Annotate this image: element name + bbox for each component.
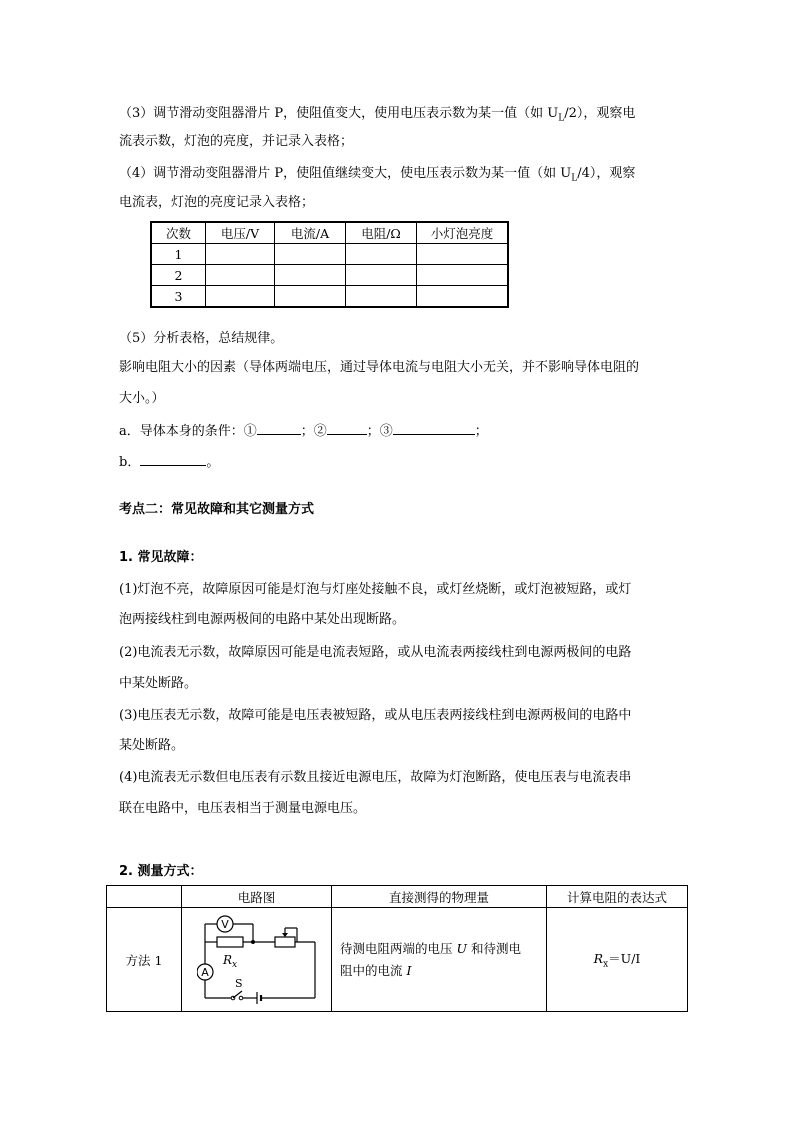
factors-a-sep1: ；②: [300, 424, 327, 439]
step3-sub: L: [558, 113, 565, 124]
header-brightness: 小灯泡亮度: [417, 222, 509, 244]
resistor-label-sub: x: [231, 959, 237, 970]
fault-2-line2: 中某处断路。: [119, 676, 198, 691]
quantity-text-1: 待测电阻两端的电压: [340, 940, 457, 956]
factors-line1: 影响电阻大小的因素（导体两端电压，通过导体电流与电阻大小无关，并不影响导体电阻的: [119, 360, 640, 375]
blank-2[interactable]: [327, 421, 367, 435]
table-cell: [275, 244, 346, 265]
table-cell: [346, 244, 417, 265]
factors-a-sep2: ；③: [366, 424, 393, 439]
table-cell: [275, 265, 346, 286]
factors-b-end: 。: [206, 455, 220, 470]
header-count: 次数: [151, 222, 206, 244]
formula-rest: ＝U/I: [608, 951, 641, 967]
table-cell: [275, 286, 346, 308]
measure-header-circuit: 电路图: [182, 886, 332, 908]
quantity-text-2: 和待测电: [467, 940, 522, 956]
table-cell: [417, 286, 509, 308]
table-cell: [206, 286, 275, 308]
step3-line1: [119, 104, 679, 129]
row-index: 1: [151, 244, 206, 265]
blank-3[interactable]: [393, 421, 475, 435]
factors-a-end: ；: [474, 424, 488, 439]
circuit-cell: [182, 908, 332, 1012]
rheostat: [275, 937, 295, 947]
row-index: 3: [151, 286, 206, 308]
fault-3-line1: (3)电压表无示数，故障可能是电压表被短路，或从电压表两接线柱到电源两极间的电路中: [119, 708, 632, 723]
formula-r: R: [593, 951, 604, 967]
fault-1-line1: (1)灯泡不亮，故障原因可能是灯泡与灯座处接触不良，或灯丝烧断，或灯泡被短路，或灯: [119, 582, 632, 597]
factors-b-label: b．: [119, 455, 141, 470]
header-resistance: 电阻/Ω: [346, 222, 417, 244]
fault-1-line2: 泡两接线柱到电源两极间的电路中某处出现断路。: [119, 612, 406, 627]
resistor-label-r: R: [222, 952, 232, 967]
quantity-u: U: [456, 940, 468, 956]
factors-line2: 大小。）: [119, 391, 165, 406]
quantity-i: I: [406, 962, 412, 978]
section-title: 考点二：常见故障和其它测量方式: [119, 502, 315, 517]
table-cell: [417, 265, 509, 286]
formula-cell: [547, 908, 688, 1012]
measure-heading: 2. 测量方式：: [119, 864, 203, 879]
step3-text-a: （3）调节滑动变阻器滑片 P，使阻值变大，使用电压表示数为某一值（如 U: [119, 106, 559, 121]
measure-header-quantity: 直接测得的物理量: [332, 886, 547, 908]
blank-4[interactable]: [140, 452, 206, 466]
factors-a: [119, 421, 679, 442]
step4-text-a: （4）调节滑动变阻器滑片 P，使阻值继续变大，使电压表示数为某一值（如 U: [119, 166, 572, 181]
table-row: [151, 244, 508, 265]
table-row: [151, 265, 508, 286]
step3-line2: 流表示数，灯泡的亮度，并记录入表格；: [119, 134, 354, 149]
switch-contact: [239, 996, 243, 1000]
factors-b: [119, 452, 679, 473]
table-row: [107, 908, 688, 1012]
table-cell: [346, 286, 417, 308]
step4-line1: [119, 164, 679, 189]
resistor-label: [222, 953, 237, 970]
fault-4-line1: (4)电流表无示数但电压表有示数且接近电源电压，故障为灯泡断路，使电压表与电流表串: [119, 770, 632, 785]
table-cell: [417, 244, 509, 265]
measure-table: [106, 885, 688, 1012]
ammeter-label: A: [200, 965, 209, 979]
header-voltage: 电压/V: [206, 222, 275, 244]
fault-3-line2: 某处断路。: [119, 738, 185, 753]
blank-1[interactable]: [257, 421, 301, 435]
table-cell: [346, 265, 417, 286]
quantity-cell: [332, 908, 547, 1012]
step4-line2: 电流表，灯泡的亮度记录入表格；: [119, 195, 315, 210]
step4-text-b: /4），观察: [577, 166, 636, 181]
voltmeter-label: V: [220, 917, 229, 931]
method-label: 方法 1: [107, 908, 182, 1012]
quantity-text-3: 阻中的电流: [340, 962, 407, 978]
step4-sub: L: [571, 173, 578, 184]
measure-header-formula: 计算电阻的表达式: [547, 886, 688, 908]
measure-table-header: [107, 886, 688, 908]
factors-a-label: a．导体本身的条件：①: [119, 424, 257, 439]
formula-sub: x: [603, 959, 609, 970]
faults-heading: 1. 常见故障：: [119, 550, 203, 565]
row-index: 2: [151, 265, 206, 286]
circuit-diagram: [197, 912, 317, 1008]
resistor-rx: [217, 937, 243, 947]
step3-text-b: /2），观察电: [564, 106, 636, 121]
record-table-header: [151, 222, 508, 244]
record-table: [150, 221, 509, 308]
table-cell: [206, 244, 275, 265]
header-current: 电流/A: [275, 222, 346, 244]
switch-label: S: [234, 976, 243, 990]
fault-2-line1: (2)电流表无示数，故障原因可能是电流表短路，或从电流表两接线柱到电源两极间的电路: [119, 645, 632, 660]
fault-4-line2: 联在电路中，电压表相当于测量电源电压。: [119, 801, 367, 816]
table-row: [151, 286, 508, 308]
step5: （5）分析表格，总结规律。: [119, 331, 284, 346]
measure-header-empty: [107, 886, 182, 908]
table-cell: [206, 265, 275, 286]
junction-dot: [251, 940, 255, 944]
